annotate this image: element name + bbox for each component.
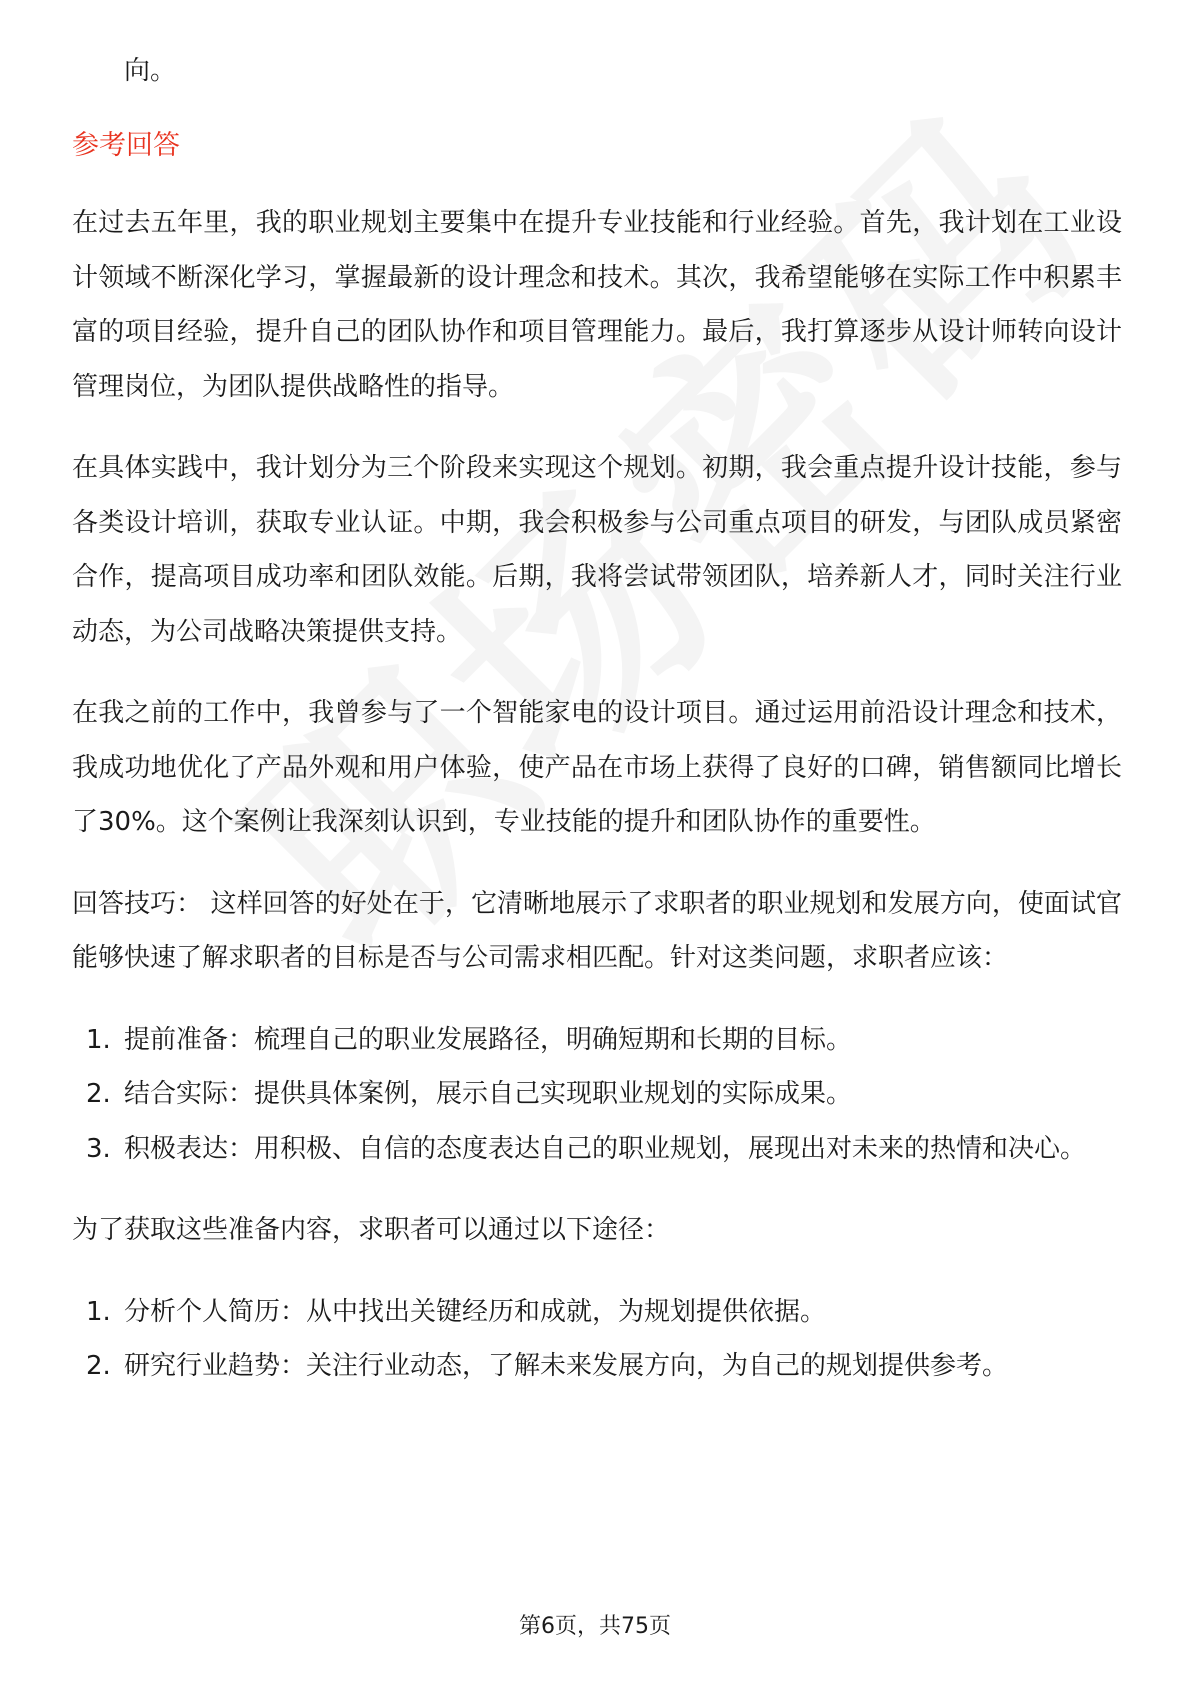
answer-paragraph: 在过去五年里，我的职业规划主要集中在提升专业技能和行业经验。首先，我计划在工业设计领域不断深化学习，掌握最新的设计理念和技术。其次，我希望能够在实际工作中积累丰富的项目经验，提升自己的团队协作和项目管理能力。最后，我打算逐步从设计师转向设计管理岗位，为团队提供战略性的指导。 bbox=[72, 208, 1122, 402]
answer-paragraph: 在我之前的工作中，我曾参与了一个智能家电的设计项目。通过运用前沿设计理念和技术，我成功地优化了产品外观和用户体验，使产品在市场上获得了良好的口碑，销售额同比增长了30%。这个案例让我深刻认识到，专业技能的提升和团队协作的重要性。 bbox=[72, 698, 1122, 837]
list-item-text: 积极表达：用积极、自信的态度表达自己的职业规划，展现出对未来的热情和决心。 bbox=[124, 1133, 1087, 1164]
page-content bbox=[72, 44, 1122, 1421]
tips-list bbox=[72, 1013, 1122, 1177]
ways-paragraph: 为了获取这些准备内容，求职者可以通过以下途径： bbox=[72, 1215, 671, 1245]
list-item bbox=[72, 1013, 1122, 1068]
continuation-text: 向。 bbox=[124, 56, 177, 86]
list-number: 1. bbox=[86, 1296, 111, 1327]
answer-paragraph: 在具体实践中，我计划分为三个阶段来实现这个规划。初期，我会重点提升设计技能，参与各类设计培训，获取专业认证。中期，我会积极参与公司重点项目的研发，与团队成员紧密合作，提高项目成功率和团队效能。后期，我将尝试带领团队，培养新人才，同时关注行业动态，为公司战略决策提供支持。 bbox=[72, 453, 1122, 647]
list-item-text: 提前准备：梳理自己的职业发展路径，明确短期和长期的目标。 bbox=[124, 1024, 853, 1055]
section-heading: 参考回答 bbox=[72, 130, 180, 161]
list-number: 2. bbox=[86, 1079, 111, 1109]
list-item bbox=[72, 1067, 1122, 1122]
list-number: 3. bbox=[86, 1133, 111, 1164]
tips-paragraph: 回答技巧： 这样回答的好处在于，它清晰地展示了求职者的职业规划和发展方向，使面试官能够快速了解求职者的目标是否与公司需求相匹配。针对这类问题，求职者应该： bbox=[72, 888, 1122, 973]
list-item bbox=[72, 1285, 1122, 1340]
list-item bbox=[72, 1339, 1122, 1394]
list-item-text: 分析个人简历：从中找出关键经历和成就，为规划提供依据。 bbox=[124, 1296, 827, 1327]
list-item-text: 结合实际：提供具体案例，展示自己实现职业规划的实际成果。 bbox=[124, 1079, 853, 1109]
list-number: 2. bbox=[86, 1351, 111, 1381]
list-number: 1. bbox=[86, 1024, 111, 1055]
ways-list bbox=[72, 1285, 1122, 1394]
list-item-text: 研究行业趋势：关注行业动态，了解未来发展方向，为自己的规划提供参考。 bbox=[124, 1351, 1009, 1381]
list-item bbox=[72, 1122, 1122, 1177]
page-footer: 第6页，共75页 bbox=[519, 1614, 671, 1639]
